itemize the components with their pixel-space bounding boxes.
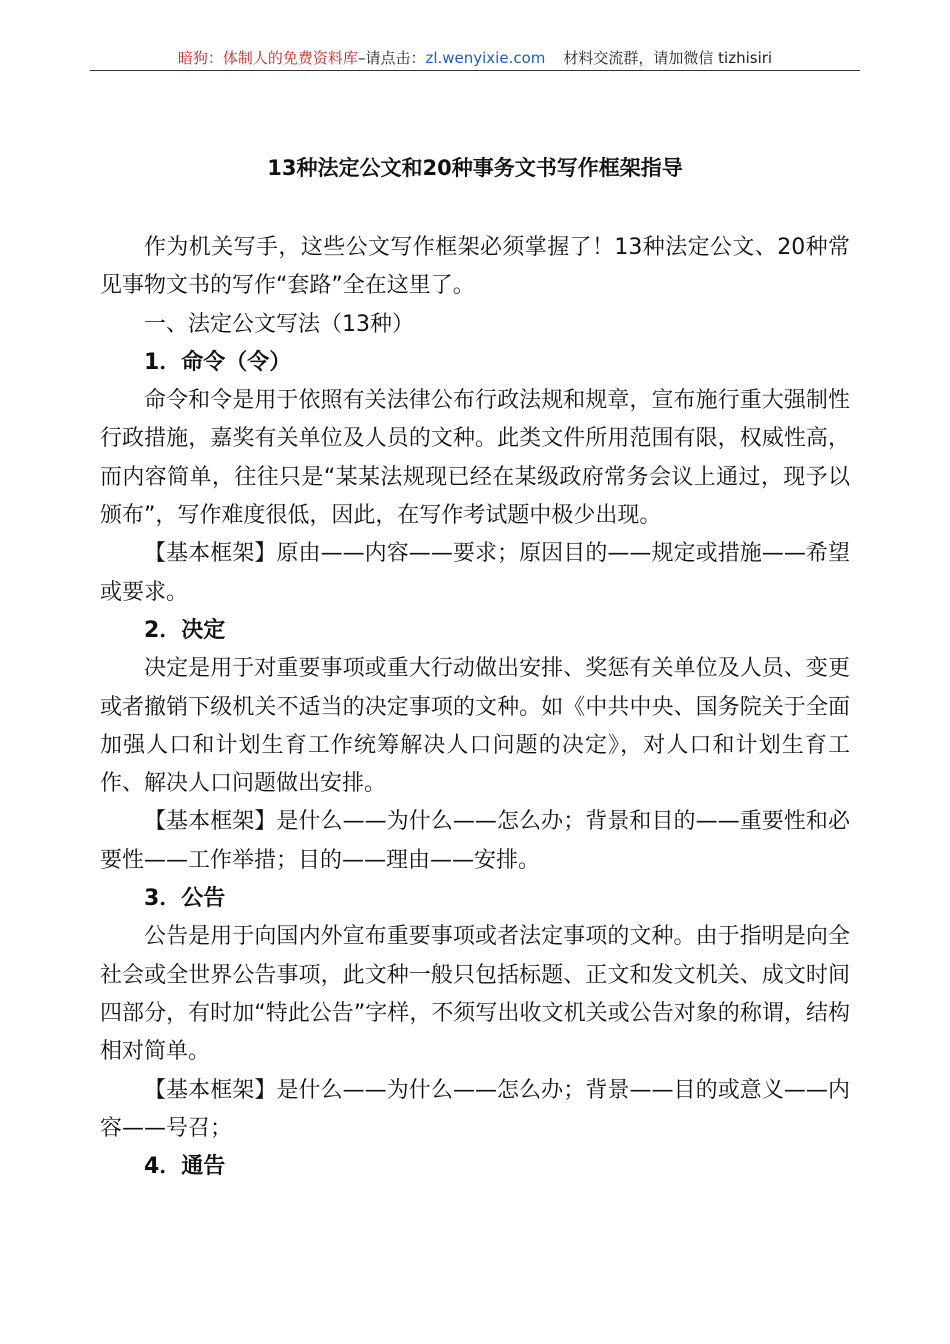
item-body: 公告是用于向国内外宣布重要事项或者法定事项的文种。由于指明是向全社会或全世界公告事项，此文种一般只包括标题、正文和发文机关、成文时间四部分，有时加“特此公告”字样，不须写出收文机关或公告对象的称谓，结构相对简单。: [100, 924, 850, 1065]
item-framework: 【基本框架】是什么——为什么——怎么办；背景——目的或意义——内容——号召；: [100, 1077, 850, 1141]
item-heading: 2．决定: [144, 617, 226, 643]
item-heading: 3．公告: [144, 886, 226, 912]
item-framework: 【基本框架】原由——内容——要求；原因目的——规定或措施——希望或要求。: [100, 541, 850, 605]
header-prompt: –请点击：: [357, 49, 426, 67]
page-header: [90, 46, 860, 70]
header-url-link[interactable]: zl.wenyixie.com: [425, 49, 546, 67]
item-heading: 1．命令（令）: [144, 349, 292, 375]
item-framework: 【基本框架】是什么——为什么——怎么办；背景和目的——重要性和必要性——工作举措；目的——理由——安排。: [100, 809, 850, 873]
document-body: [100, 229, 850, 1186]
item-heading: 4．通告: [144, 1154, 226, 1180]
section-heading: 一、法定公文写法（13种）: [144, 311, 414, 337]
document-title: 13种法定公文和20种事务文书写作框架指导: [267, 156, 683, 180]
header-group-note: 材料交流群，请加微信 tizhisiri: [563, 49, 773, 67]
header-divider: [90, 70, 860, 71]
header-brand: 暗狗：体制人的免费资料库: [177, 49, 358, 67]
intro-paragraph: 作为机关写手，这些公文写作框架必须掌握了！13种法定公文、20种常见事物文书的写作“套路”全在这里了。: [100, 235, 850, 299]
item-body: 决定是用于对重要事项或重大行动做出安排、奖惩有关单位及人员、变更或者撤销下级机关不适当的决定事项的文种。如《中共中央、国务院关于全面加强人口和计划生育工作统筹解决人口问题的决定》，对人口和计划生育工作、解决人口问题做出安排。: [100, 656, 850, 797]
item-body: 命令和令是用于依照有关法律公布行政法规和规章，宣布施行重大强制性行政措施，嘉奖有关单位及人员的文种。此类文件所用范围有限，权威性高，而内容简单，往往只是“某某法规现已经在某级政府常务会议上通过，现予以颁布”，写作难度很低，因此，在写作考试题中极少出现。: [100, 388, 850, 529]
